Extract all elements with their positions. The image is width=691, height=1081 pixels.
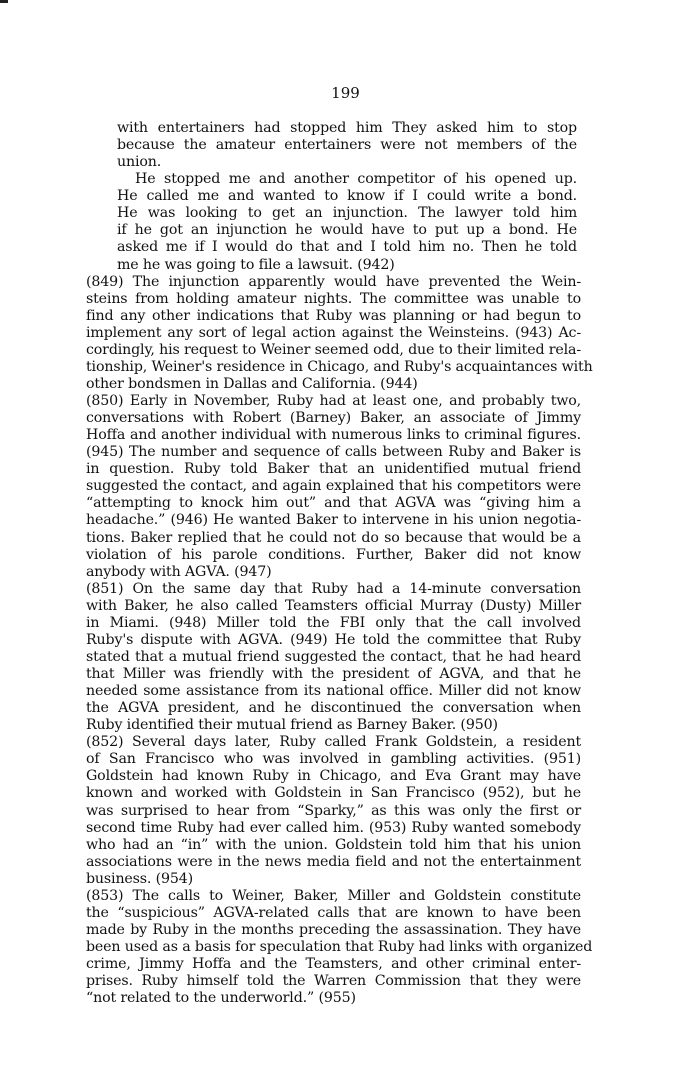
body-line: implement any sort of legal action against the Weinsteins. (943) Ac-: [86, 324, 581, 341]
body-line: steins from holding amateur nights. The committee was unable to: [86, 290, 581, 307]
body-line: tions. Baker replied that he could not do so because that would be a: [86, 529, 581, 546]
page-number: 199: [331, 84, 360, 102]
scan-mark: [0, 0, 8, 3]
body-line: (850) Early in November, Ruby had at least one, and probably two,: [86, 393, 581, 410]
body-line: that Miller was friendly with the president of AGVA, and that he: [86, 666, 581, 683]
body-line: violation of his parole conditions. Further, Baker did not know: [86, 546, 581, 563]
body-line: known and worked with Goldstein in San Francisco (952), but he: [86, 785, 581, 802]
body-line: in Miami. (948) Miller told the FBI only that the call involved: [86, 614, 581, 631]
body-line: suggested the contact, and again explained that his competitors were: [86, 478, 581, 495]
body-line: associations were in the news media field and not the entertainment: [86, 853, 581, 870]
body-line: of San Francisco who was involved in gambling activities. (951): [86, 751, 581, 768]
body-line: Goldstein had known Ruby in Chicago, and Eva Grant may have: [86, 768, 581, 785]
body-line: with Baker, he also called Teamsters official Murray (Dusty) Miller: [86, 597, 581, 614]
body-line: Hoffa and another individual with numerous links to criminal figures.: [86, 427, 581, 444]
body-line: made by Ruby in the months preceding the assassination. They have: [86, 921, 581, 938]
body-line: Ruby's dispute with AGVA. (949) He told the committee that Ruby: [86, 631, 581, 648]
quote-line: if he got an injunction he would have to put up a bond. He: [117, 222, 577, 239]
body-line: business. (954): [86, 870, 194, 887]
body-line: headache.” (946) He wanted Baker to intervene in his union negotia-: [86, 512, 581, 529]
body-line: in question. Ruby told Baker that an unidentified mutual friend: [86, 461, 581, 478]
body-line: “not related to the underworld.” (955): [86, 990, 356, 1007]
quote-line: He was looking to get an injunction. The lawyer told him: [117, 205, 577, 222]
body-line: anybody with AGVA. (947): [86, 563, 272, 580]
body-line: who had an “in” with the union. Goldstein told him that his union: [86, 836, 581, 853]
body-line: prises. Ruby himself told the Warren Commission that they were: [86, 973, 581, 990]
body-line: Ruby identified their mutual friend as Barney Baker. (950): [86, 717, 498, 734]
quote-line: asked me if I would do that and I told him no. Then he told: [117, 239, 577, 256]
body-line: tionship, Weiner's residence in Chicago, and Ruby's acquaintances with: [86, 358, 593, 375]
body-line: (852) Several days later, Ruby called Frank Goldstein, a resident: [86, 734, 581, 751]
body-line: was surprised to hear from “Sparky,” as this was only the first or: [86, 802, 581, 819]
block-quote: [117, 120, 577, 274]
body-line: conversations with Robert (Barney) Baker, an associate of Jimmy: [86, 410, 581, 427]
body-line: been used as a basis for speculation that Ruby had links with organized: [86, 939, 593, 956]
body-line: second time Ruby had ever called him. (953) Ruby wanted somebody: [86, 819, 581, 836]
quote-line: He stopped me and another competitor of his opened up.: [135, 171, 577, 188]
quote-line: with entertainers had stopped him They asked him to stop: [117, 120, 577, 136]
body-line: (851) On the same day that Ruby had a 14-minute conversation: [86, 580, 581, 597]
body-line: other bondsmen in Dallas and California. (944): [86, 375, 418, 392]
body-text: [86, 273, 593, 1008]
quote-line: union.: [117, 154, 162, 171]
body-line: needed some assistance from its national office. Miller did not know: [86, 683, 581, 700]
quote-line: He called me and wanted to know if I could write a bond.: [117, 188, 577, 205]
body-line: cordingly, his request to Weiner seemed odd, due to their limited rela-: [86, 341, 581, 358]
body-line: crime, Jimmy Hoffa and the Teamsters, and other criminal enter-: [86, 956, 581, 973]
body-line: (853) The calls to Weiner, Baker, Miller and Goldstein constitute: [86, 887, 581, 904]
body-line: stated that a mutual friend suggested the contact, that he had heard: [86, 648, 581, 665]
body-line: find any other indications that Ruby was planning or had begun to: [86, 307, 581, 324]
quote-line: me he was going to file a lawsuit. (942): [117, 256, 395, 273]
body-line: (945) The number and sequence of calls between Ruby and Baker is: [86, 444, 581, 461]
body-line: the “suspicious” AGVA-related calls that are known to have been: [86, 904, 581, 921]
body-line: “attempting to knock him out” and that AGVA was “giving him a: [86, 495, 581, 512]
body-line: the AGVA president, and he discontinued the conversation when: [86, 700, 581, 717]
quote-line: because the amateur entertainers were not members of the: [117, 137, 577, 154]
body-line: (849) The injunction apparently would have prevented the Wein-: [86, 273, 581, 290]
